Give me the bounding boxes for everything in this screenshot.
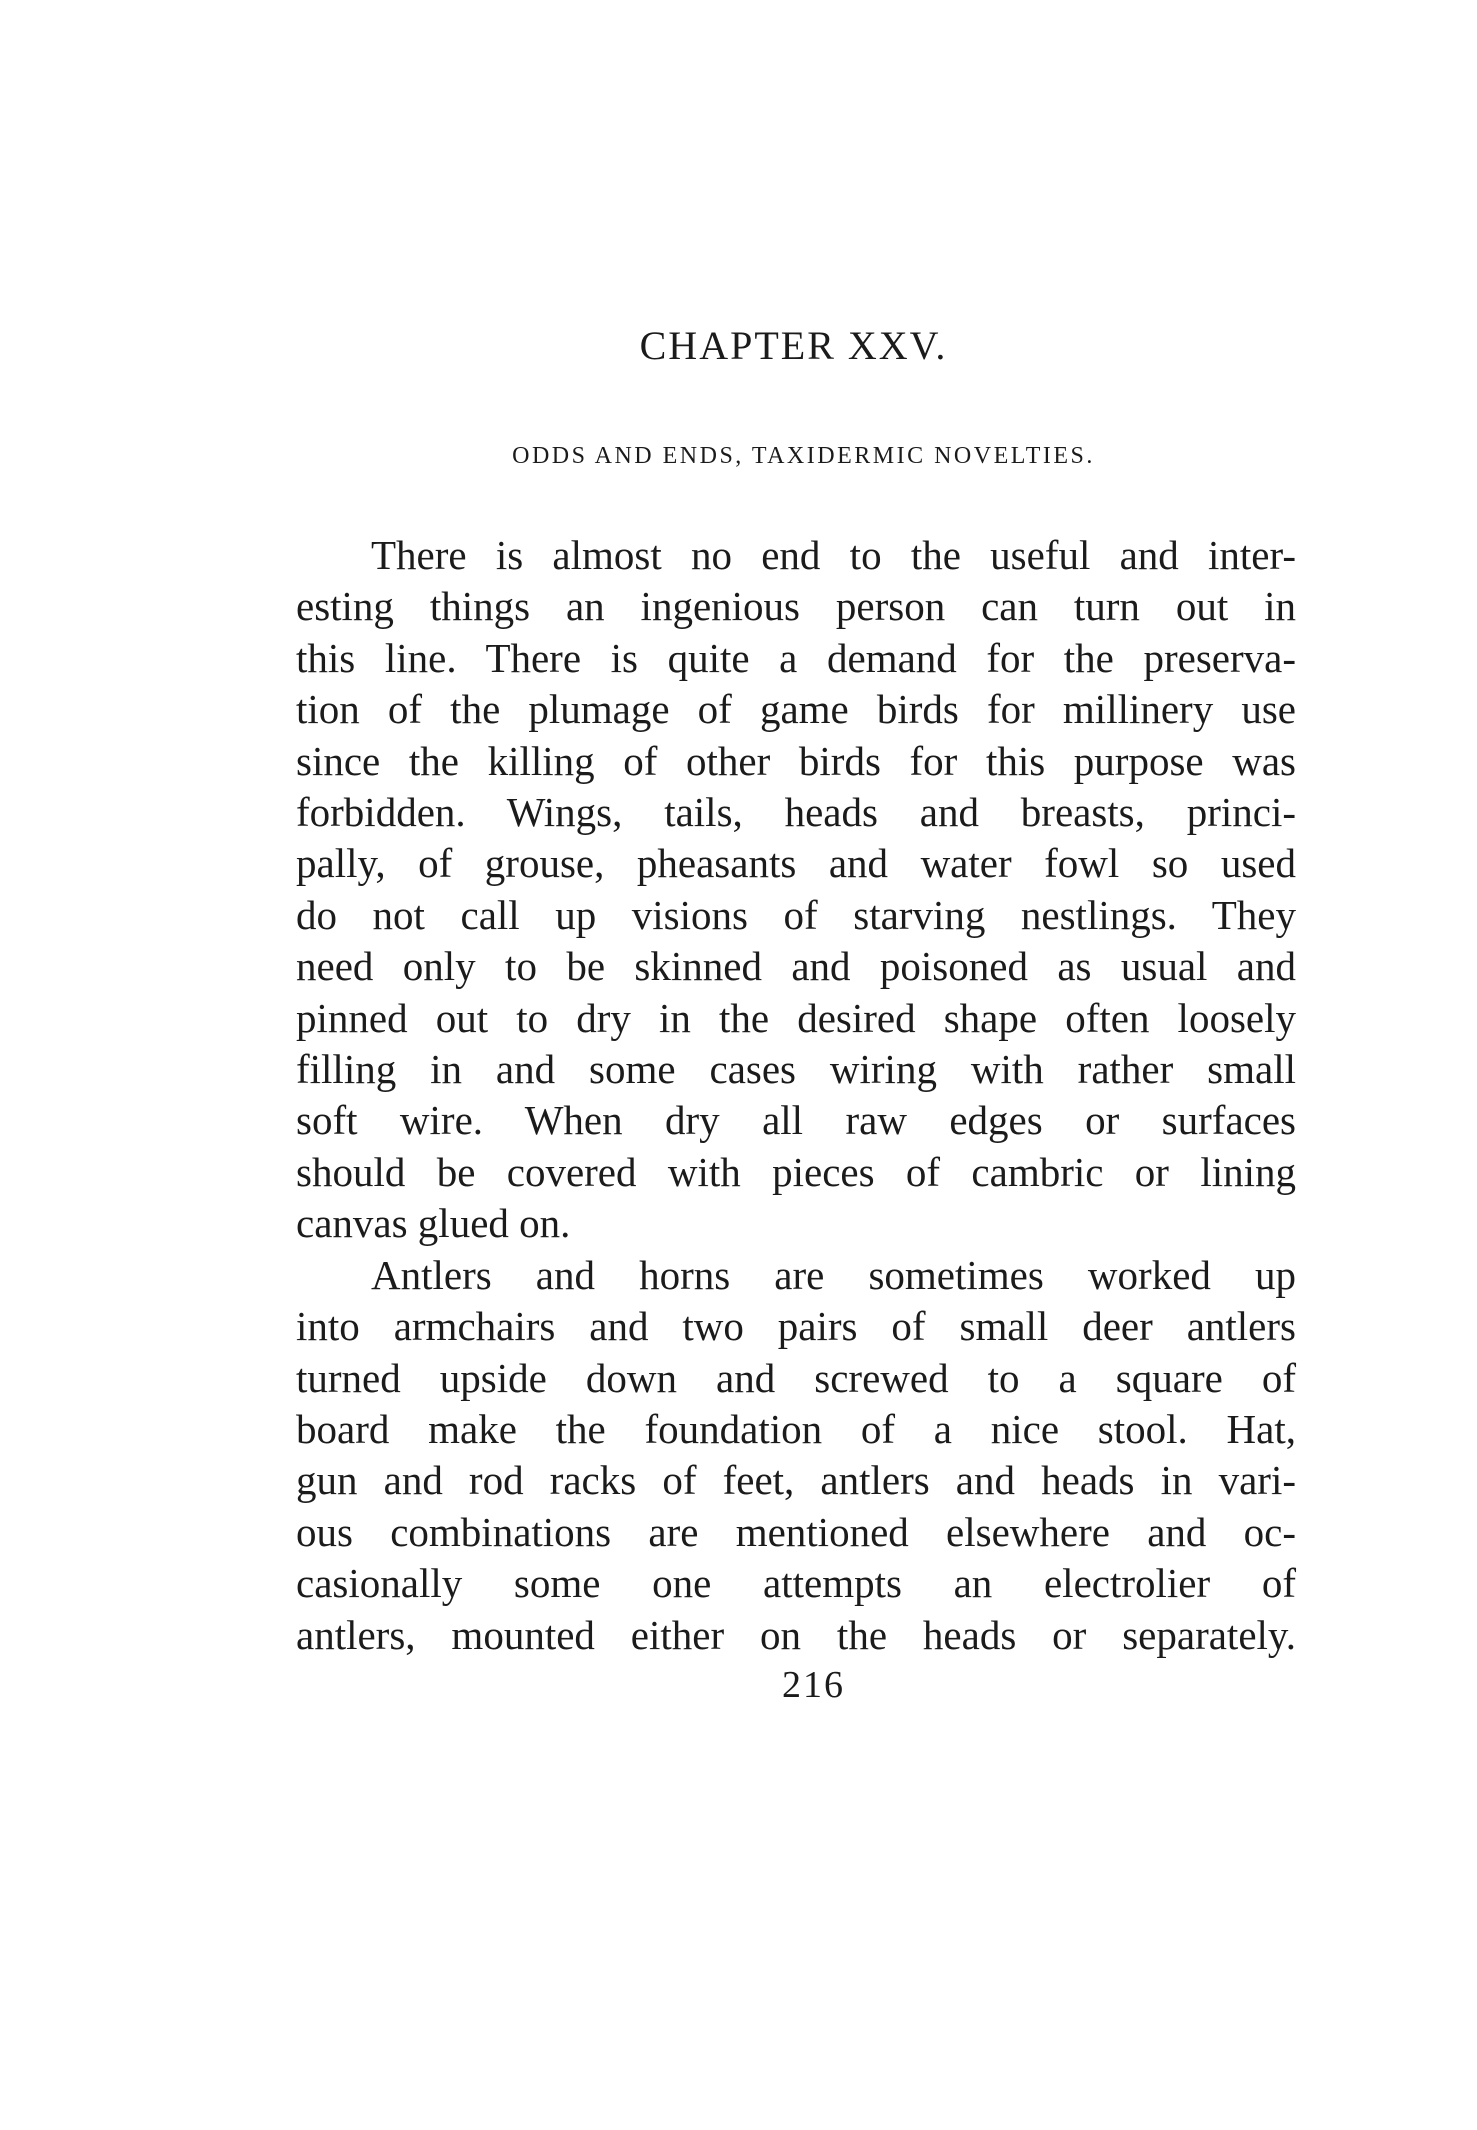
text-line: pally, of grouse, pheasants and water fowl so used xyxy=(296,840,1296,887)
text-line: canvas glued on. xyxy=(296,1200,571,1247)
text-line: casionally some one attempts an electrolier of xyxy=(296,1560,1296,1607)
text-line: this line. There is quite a demand for the preserva- xyxy=(296,634,1296,681)
text-line: since the killing of other birds for this purpose was xyxy=(296,737,1296,784)
text-line: do not call up visions of starving nestlings. They xyxy=(296,891,1296,938)
text-line: soft wire. When dry all raw edges or surfaces xyxy=(296,1097,1296,1144)
text-line: turned upside down and screwed to a square of xyxy=(296,1354,1296,1401)
text-line: filling in and some cases wiring with rather small xyxy=(296,1046,1296,1093)
page-number: 216 xyxy=(782,1664,845,1706)
body-text xyxy=(296,530,1296,1661)
text-line: Antlers and horns are sometimes worked up xyxy=(371,1251,1296,1298)
chapter-subtitle: ODDS AND ENDS, TAXIDERMIC NOVELTIES. xyxy=(512,443,1095,469)
text-line: tion of the plumage of game birds for millinery use xyxy=(296,686,1296,733)
text-line: should be covered with pieces of cambric or lining xyxy=(296,1148,1296,1195)
text-line: esting things an ingenious person can turn out in xyxy=(296,583,1296,630)
text-line: forbidden. Wings, tails, heads and breasts, princi- xyxy=(296,789,1296,836)
text-line: antlers, mounted either on the heads or separately. xyxy=(296,1611,1296,1658)
text-line: into armchairs and two pairs of small deer antlers xyxy=(296,1303,1296,1350)
text-line: board make the foundation of a nice stool. Hat, xyxy=(296,1405,1296,1452)
paragraph-2 xyxy=(296,1250,1296,1661)
text-line: gun and rod racks of feet, antlers and heads in vari- xyxy=(296,1457,1296,1504)
chapter-title: CHAPTER XXV. xyxy=(639,323,948,368)
text-line: pinned out to dry in the desired shape often loosely xyxy=(296,994,1296,1041)
text-line: ous combinations are mentioned elsewhere and oc- xyxy=(296,1508,1296,1555)
text-line: need only to be skinned and poisoned as usual and xyxy=(296,943,1296,990)
text-line: There is almost no end to the useful and inter- xyxy=(371,532,1296,578)
paragraph-1 xyxy=(296,530,1296,1250)
